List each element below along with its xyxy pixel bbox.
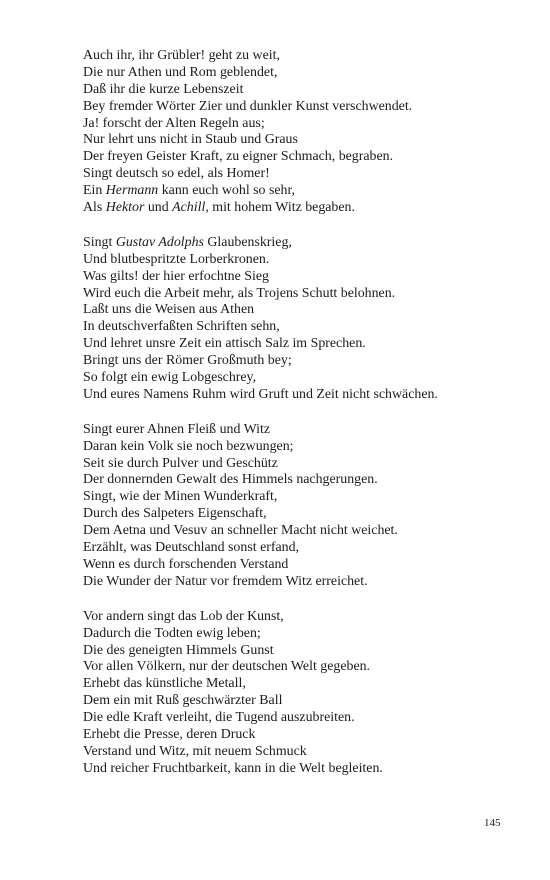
italic-name: Hermann [105, 183, 159, 199]
line-text: Bringt uns der Römer Großmuth bey; [83, 353, 292, 369]
line-text: Daran kein Volk sie noch bezwungen; [83, 438, 294, 454]
line-text: Und eures Namens Ruhm wird Gruft und Zeit nicht schwächen. [83, 386, 438, 402]
poem-line [83, 149, 523, 166]
line-text: Ja! forscht der Alten Regeln aus; [83, 115, 265, 131]
poem-body [83, 48, 523, 796]
line-text: Und lehret unsre Zeit ein attisch Salz im Sprechen. [83, 336, 366, 352]
poem-line [83, 609, 523, 626]
line-text: Was gilts! der hier erfochtne Sieg [83, 268, 269, 284]
poem-line [83, 302, 523, 319]
poem-line [83, 183, 523, 200]
line-text: Der freyen Geister Kraft, zu eigner Schmach, begraben. [83, 149, 394, 165]
line-text: Ein [83, 183, 106, 199]
poem-line [83, 269, 523, 286]
line-text: Singt deutsch so edel, als Homer! [83, 166, 270, 182]
poem-line [83, 370, 523, 387]
stanza [83, 609, 523, 778]
page-number: 145 [484, 817, 501, 829]
poem-line [83, 574, 523, 591]
poem-line [83, 489, 523, 506]
poem-line [83, 422, 523, 439]
poem-line [83, 643, 523, 660]
line-text: Dem ein mit Ruß geschwärzter Ball [83, 693, 283, 709]
poem-line [83, 353, 523, 370]
line-text: In deutschverfaßten Schriften sehn, [83, 319, 280, 335]
poem-line [83, 82, 523, 99]
poem-line [83, 116, 523, 133]
line-text: Verstand und Witz, mit neuem Schmuck [83, 743, 307, 759]
italic-name: Hektor [105, 200, 145, 216]
poem-line [83, 659, 523, 676]
poem-line [83, 132, 523, 149]
line-text: Erzählt, was Deutschland sonst erfand, [83, 540, 300, 556]
line-text: Durch des Salpeters Eigenschaft, [83, 506, 267, 522]
line-text: Nur lehrt uns nicht in Staub und Graus [83, 132, 298, 148]
poem-line [83, 693, 523, 710]
line-text: Bey fremder Wörter Zier und dunkler Kunst verschwendet. [83, 98, 413, 114]
line-text: und [144, 200, 173, 216]
line-text: Daß ihr die kurze Lebenszeit [83, 81, 244, 97]
poem-line [83, 761, 523, 778]
line-text: kann euch wohl so sehr, [158, 183, 296, 199]
line-text: So folgt ein ewig Lobgeschrey, [83, 370, 257, 386]
line-text: Vor allen Völkern, nur der deutschen Welt gegeben. [83, 659, 371, 675]
line-text: Singt, wie der Minen Wunderkraft, [83, 489, 278, 505]
line-text: Und reicher Fruchtbarkeit, kann in die Welt begleiten. [83, 760, 383, 776]
poem-line [83, 200, 523, 217]
poem-line [83, 472, 523, 489]
poem-line [83, 540, 523, 557]
poem-line [83, 286, 523, 303]
line-text: Dem Aetna und Vesuv an schneller Macht nicht weichet. [83, 523, 398, 539]
poem-line [83, 710, 523, 727]
line-text: Seit sie durch Pulver und Geschütz [83, 455, 278, 471]
line-text: Der donnernden Gewalt des Himmels nachgerungen. [83, 472, 378, 488]
italic-name: Gustav Adolphs [115, 234, 204, 250]
italic-name: Achill, [172, 200, 209, 216]
poem-line [83, 626, 523, 643]
poem-line [83, 439, 523, 456]
line-text: mit hohem Witz begaben. [208, 200, 355, 216]
poem-line [83, 336, 523, 353]
line-text: Und blutbespritzte Lorberkronen. [83, 251, 270, 267]
stanza [83, 48, 523, 217]
line-text: Wenn es durch forschenden Verstand [83, 556, 289, 572]
poem-line [83, 727, 523, 744]
line-text: Singt [83, 234, 116, 250]
line-text: Dadurch die Todten ewig leben; [83, 625, 261, 641]
line-text: Als [83, 200, 106, 216]
line-text: Die des geneigten Himmels Gunst [83, 642, 274, 658]
poem-line [83, 235, 523, 252]
line-text: Singt eurer Ahnen Fleiß und Witz [83, 421, 271, 437]
poem-line [83, 523, 523, 540]
poem-line [83, 48, 523, 65]
line-text: Laßt uns die Weisen aus Athen [83, 302, 255, 318]
stanza [83, 422, 523, 591]
line-text: Auch ihr, ihr Grübler! geht zu weit, [83, 48, 280, 63]
poem-line [83, 744, 523, 761]
poem-line [83, 65, 523, 82]
poem-line [83, 557, 523, 574]
line-text: Erhebt die Presse, deren Druck [83, 726, 256, 742]
line-text: Die edle Kraft verleiht, die Tugend auszubreiten. [83, 710, 355, 726]
poem-line [83, 166, 523, 183]
poem-line [83, 99, 523, 116]
line-text: Vor andern singt das Lob der Kunst, [83, 608, 284, 624]
poem-line [83, 319, 523, 336]
poem-line [83, 456, 523, 473]
poem-line [83, 506, 523, 523]
line-text: Die nur Athen und Rom geblendet, [83, 64, 278, 80]
line-text: Wird euch die Arbeit mehr, als Trojens Schutt belohnen. [83, 285, 396, 301]
line-text: Die Wunder der Natur vor fremdem Witz erreichet. [83, 573, 368, 589]
line-text: Erhebt das künstliche Metall, [83, 676, 246, 692]
line-text: Glaubenskrieg, [203, 234, 292, 250]
poem-line [83, 387, 523, 404]
stanza [83, 235, 523, 404]
poem-line [83, 252, 523, 269]
poem-line [83, 676, 523, 693]
